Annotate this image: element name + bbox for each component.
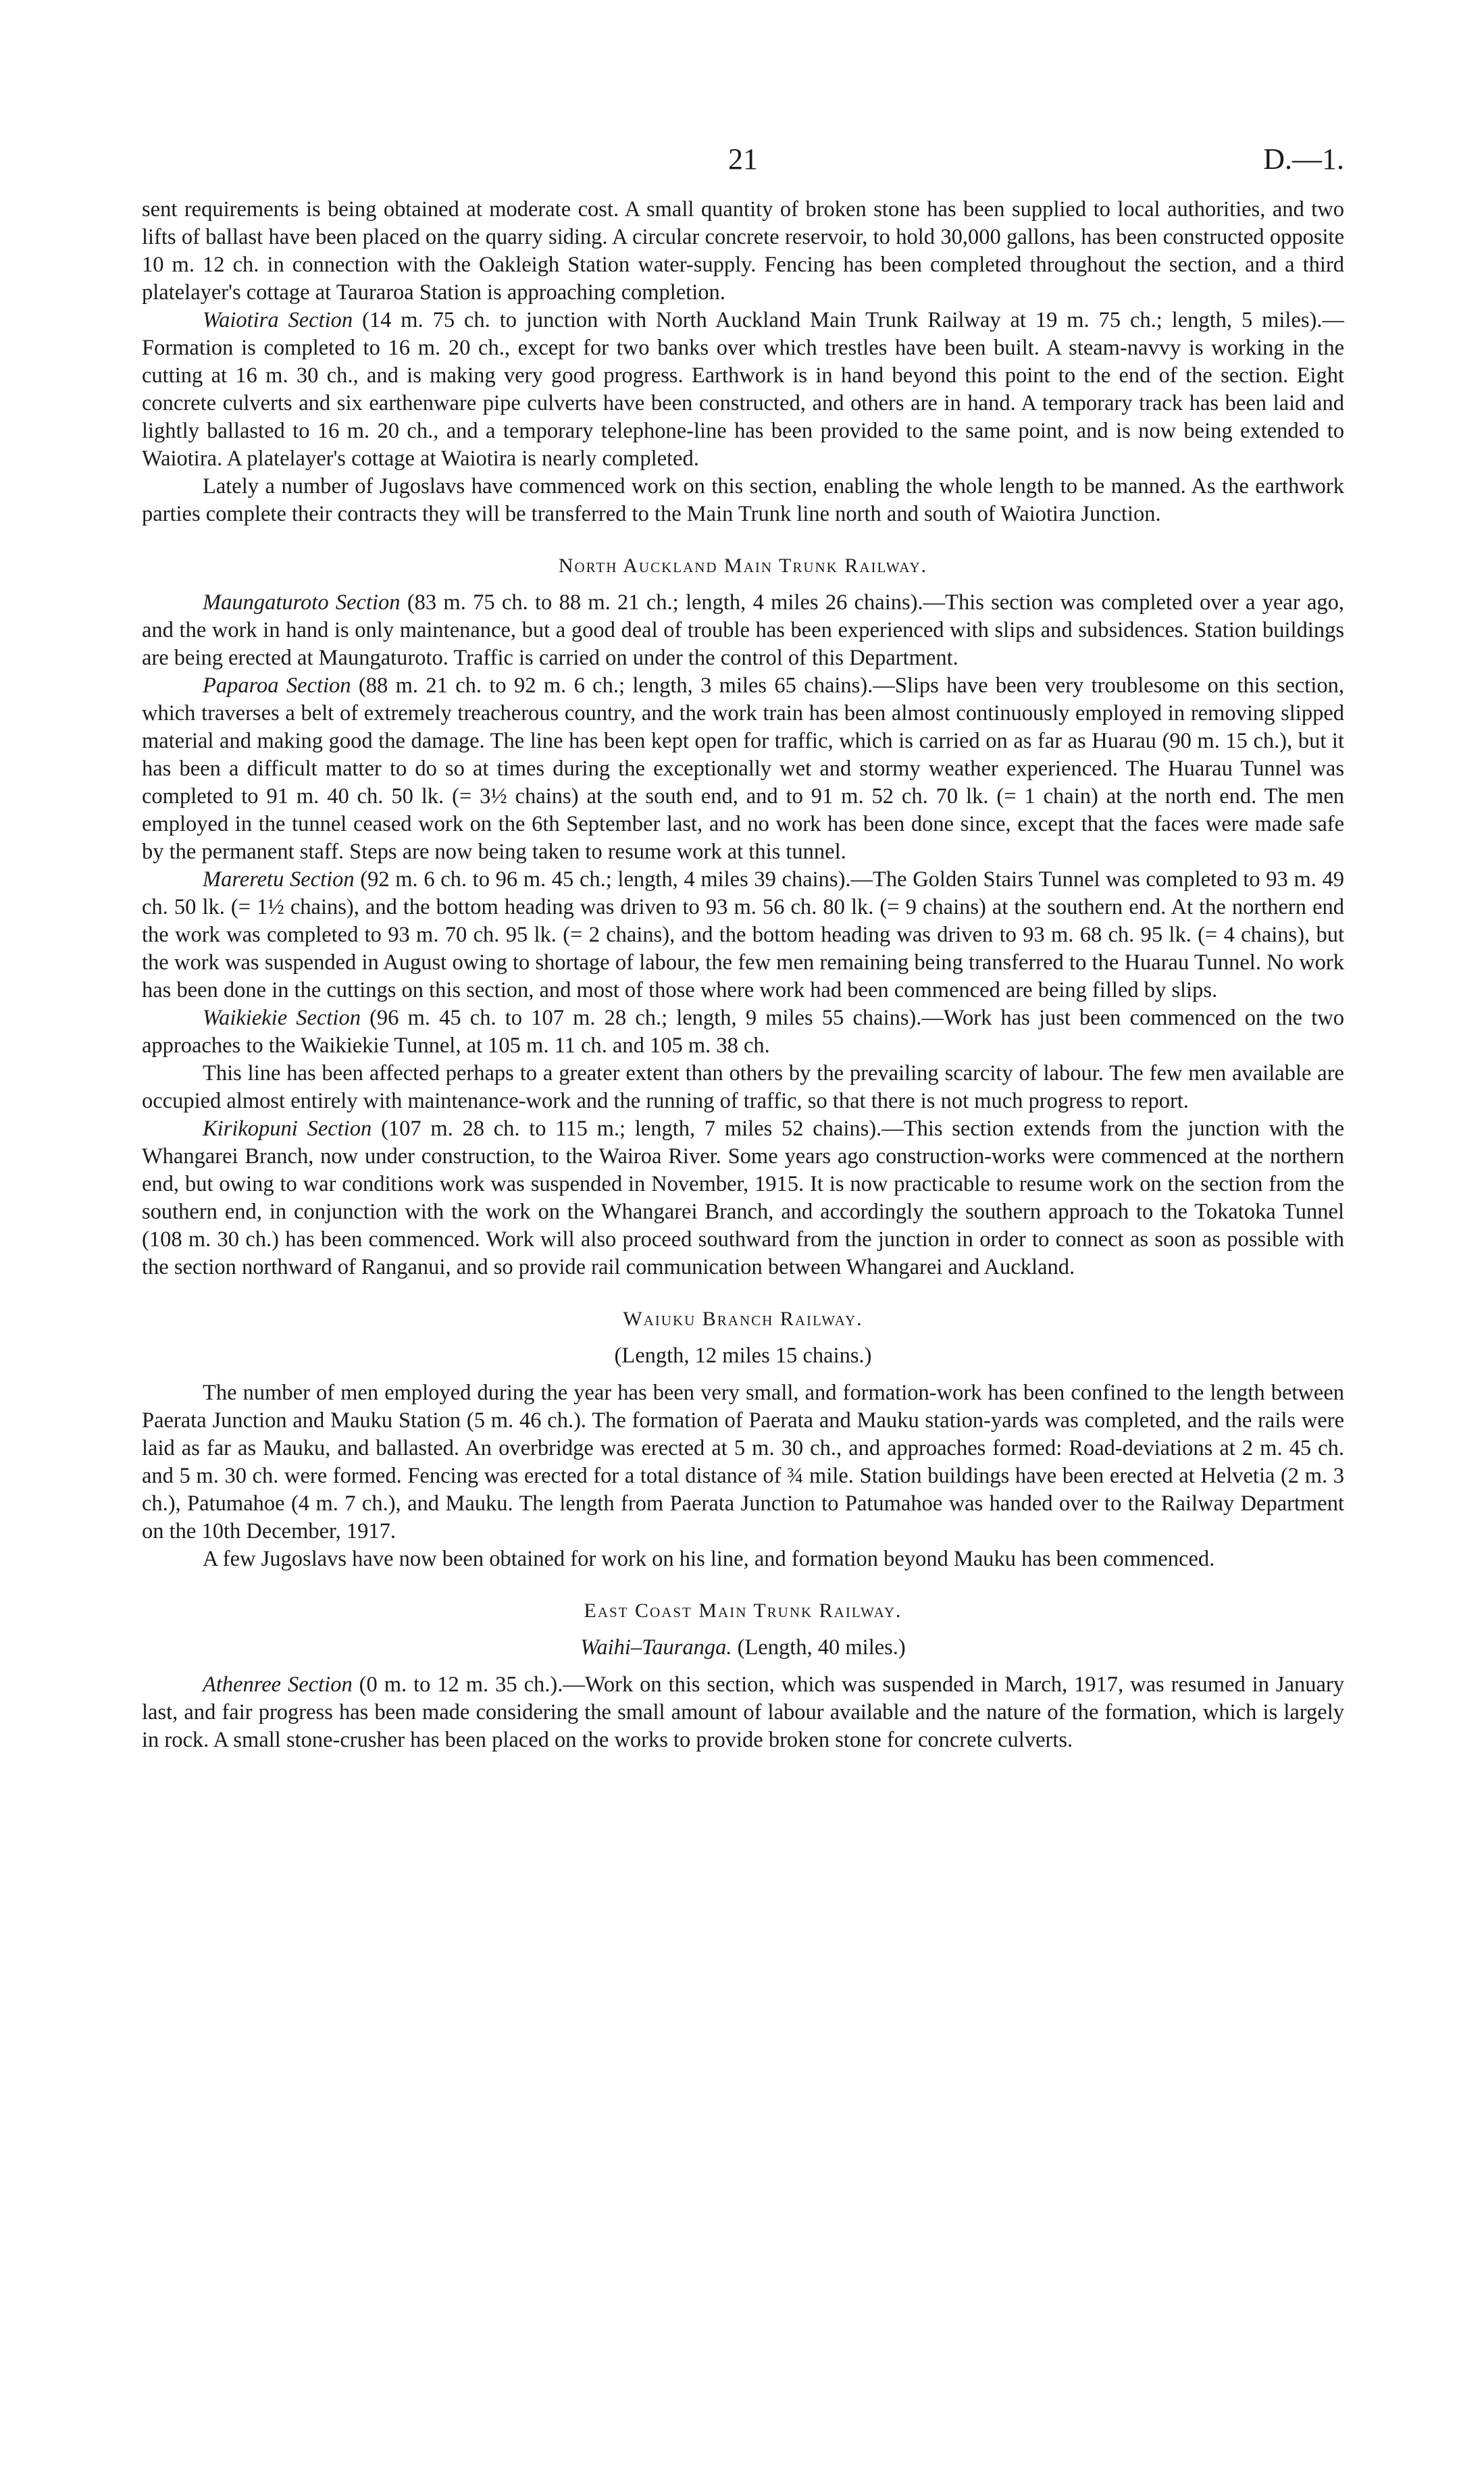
section-title: Athenree Section [203, 1672, 353, 1697]
subheading-waihi-tauranga [142, 1634, 1344, 1662]
paragraph-labour-scarcity: This line has been affected perhaps to a greater extent than others by the prevailing scarcity of labour. The few men available are occupied almost entirely with maintenance-work and the running of traffic, so that there is not much progress to report. [142, 1061, 1344, 1113]
paragraph-paparoa-section [142, 672, 1344, 866]
section-text: (107 m. 28 ch. to 115 m.; length, 7 miles 52 chains).—This section extends from the junction with the Whangarei Branch, now under construction, to the Wairoa River. Some years ago construction-works were commenced at the northern end, but owing to war conditions work was suspended in November, 1915. It is now practicable to resume work on the section from the southern end, in conjunction with the work on the Whangarei Branch, and accordingly the southern approach to the Tokatoka Tunnel (108 m. 30 ch.) has been commenced. Work will also proceed southward from the junction in order to connect as soon as possible with the section northward of Ranganui, and so provide rail communication between Whangarei and Auckland. [142, 1117, 1344, 1279]
document-reference: D.—1. [1263, 143, 1344, 176]
page-number: 21 [728, 143, 758, 176]
section-title: Waikiekie Section [203, 1006, 361, 1030]
paragraph-kirikopuni-section [142, 1115, 1344, 1281]
paragraph-waiotira-section [142, 307, 1344, 473]
heading-east-coast: East Coast Main Trunk Railway. [584, 1600, 902, 1622]
paragraph-waikiekie-section [142, 1004, 1344, 1060]
paragraph-jugoslavs: Lately a number of Jugoslavs have commenced work on this section, enabling the whole length to be manned. As the earthwork parties complete their contracts they will be transferred to the Main Trunk line north and south of Waiotira Junction. [142, 474, 1344, 526]
section-text: (88 m. 21 ch. to 92 m. 6 ch.; length, 3 miles 65 chains).—Slips have been very troublesome on this section, which traverses a belt of extremely treacherous country, and the work train has been almost continuously employed in removing slipped material and making good the damage. The line has been kept open for traffic, which is carried on as far as Huarau (90 m. 15 ch.), but it has been a difficult matter to do so at times during the exceptionally wet and stormy weather experienced. The Huarau Tunnel was completed to 91 m. 40 ch. 50 lk. (= 3½ chains) at the south end, and to 91 m. 52 ch. 70 lk. (= 1 chain) at the north end. The men employed in the tunnel ceased work on the 6th September last, and no work has been done since, except that the faces were made safe by the permanent staff. Steps are now being taken to resume work at this tunnel. [142, 673, 1344, 864]
section-title: Paparoa Section [203, 673, 351, 698]
body-text [142, 196, 1344, 1754]
heading-north-auckland: North Auckland Main Trunk Railway. [558, 555, 928, 577]
subheading-title: Waihi–Tauranga. [580, 1635, 732, 1660]
paragraph-maungaturoto-section [142, 589, 1344, 672]
section-title: Kirikopuni Section [203, 1117, 372, 1141]
paragraph-mareretu-section [142, 866, 1344, 1004]
section-text: (83 m. 75 ch. to 88 m. 21 ch.; length, 4 miles 26 chains).—This section was completed over a year ago, and the work in hand is only maintenance, but a good deal of trouble has been experienced with slips and subsidences. Station buildings are being erected at Maungaturoto. Traffic is carried on under the control of this Department. [142, 590, 1344, 670]
paragraph-waiuku-jugoslavs: A few Jugoslavs have now been obtained for work on his line, and formation beyond Mauku has been commenced. [203, 1547, 1215, 1571]
section-text: (14 m. 75 ch. to junction with North Auckland Main Trunk Railway at 19 m. 75 ch.; length, 5 miles).—Formation is completed to 16 m. 20 ch., except for two banks over which trestles have been built. A steam-navvy is working in the cutting at 16 m. 30 ch., and is making very good progress. Earthwork is in hand beyond this point to the end of the section. Eight concrete culverts and six earthenware pipe culverts have been constructed, and others are in hand. A temporary track has been laid and lightly ballasted to 16 m. 20 ch., and a temporary telephone-line has been provided to the same point, and is now being extended to Waiotira. A platelayer's cottage at Waiotira is nearly completed. [142, 308, 1344, 471]
section-title: Mareretu Section [203, 867, 355, 892]
section-text: (0 m. to 12 m. 35 ch.).—Work on this section, which was suspended in March, 1917, was resumed in January last, and fair progress has been made considering the small amount of labour available and the nature of the formation, which is largely in rock. A small stone-crusher has been placed on the works to provide broken stone for concrete culverts. [142, 1672, 1344, 1752]
paragraph-waiuku-progress: The number of men employed during the year has been very small, and formation-work has been confined to the length between Paerata Junction and Mauku Station (5 m. 46 ch.). The formation of Paerata and Mauku station-yards was completed, and the rails were laid as far as Mauku, and ballasted. An overbridge was erected at 5 m. 30 ch., and approaches formed: Road-deviations at 2 m. 45 ch. and 5 m. 30 ch. were formed. Fencing was erected for a total distance of ¾ mile. Station buildings have been erected at Helvetia (2 m. 3 ch.), Patumahoe (4 m. 7 ch.), and Mauku. The length from Paerata Junction to Patumahoe was handed over to the Railway Department on the 10th December, 1917. [142, 1381, 1344, 1543]
document-page [142, 135, 1344, 1754]
section-text: (96 m. 45 ch. to 107 m. 28 ch.; length, 9 miles 55 chains).—Work has just been commenced on the two approaches to the Waikiekie Tunnel, at 105 m. 11 ch. and 105 m. 38 ch. [142, 1006, 1344, 1058]
section-title: Maungaturoto Section [203, 590, 401, 615]
page-header [142, 135, 1344, 196]
subheading-length: (Length, 40 miles.) [732, 1635, 906, 1660]
section-title: Waiotira Section [203, 308, 353, 332]
subheading-waiuku-length: (Length, 12 miles 15 chains.) [614, 1344, 872, 1368]
heading-waiuku-branch: Waiuku Branch Railway. [623, 1308, 863, 1330]
section-text: (92 m. 6 ch. to 96 m. 45 ch.; length, 4 miles 39 chains).—The Golden Stairs Tunnel was completed to 93 m. 49 ch. 50 lk. (= 1½ chains), and the bottom heading was driven to 93 m. 56 ch. 80 lk. (= 9 chains) at the southern end. At the northern end the work was completed to 93 m. 70 ch. 95 lk. (= 2 chains), and the bottom heading was driven to 93 m. 68 ch. 95 lk. (= 4 chains), but the work was suspended in August owing to shortage of labour, the few men remaining being transferred to the Huarau Tunnel. No work has been done in the cuttings on this section, and most of those where work had been commenced are being filled by slips. [142, 867, 1345, 1002]
paragraph-athenree-section [142, 1671, 1344, 1754]
paragraph-continued: sent requirements is being obtained at moderate cost. A small quantity of broken stone has been supplied to local authorities, and two lifts of ballast have been placed on the quarry siding. A circular concrete reservoir, to hold 30,000 gallons, has been constructed opposite 10 m. 12 ch. in connection with the Oakleigh Station water-supply. Fencing has been completed throughout the section, and a third platelayer's cottage at Tauraroa Station is approaching completion. [142, 197, 1344, 305]
